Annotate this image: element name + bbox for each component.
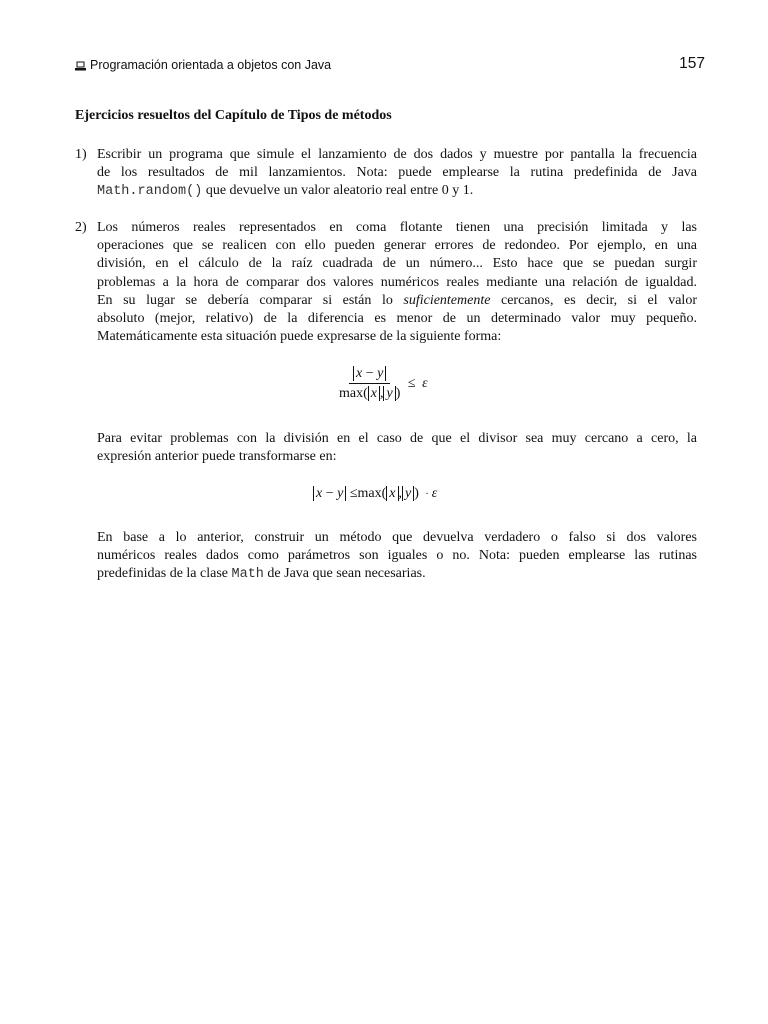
epsilon-symbol: ε <box>431 486 438 501</box>
running-title: Programación orientada a objetos con Java <box>90 58 332 72</box>
section-title: Ejercicios resueltos del Capítulo de Tipos de métodos <box>75 108 392 123</box>
multiply-dot: · <box>425 489 429 500</box>
text-line: predefinidas de la clase Math de Java que sean necesarias. <box>97 566 426 583</box>
paragraph <box>97 430 697 466</box>
exercise-2 <box>75 219 697 346</box>
header-title-group <box>75 58 331 72</box>
formula-relative-error <box>337 366 428 402</box>
text-line: división, en el cálculo de la raíz cuadrada de un número... Esto hace que se puedan surgir <box>97 256 697 272</box>
text-line: En su lugar se debería comparar si están lo suficientemente cercanos, es decir, si el valor <box>97 292 697 308</box>
text-line: Escribir un programa que simule el lanzamiento de dos dados y muestre por pantalla la frecuencia <box>97 147 697 162</box>
text-line: de los resultados de mil lanzamientos. Nota: puede emplearse la rutina predefinida de Java <box>97 165 697 181</box>
text-line: absoluto (mejor, relativo) de la diferencia es menor de un determinado valor muy pequeño. <box>97 311 697 327</box>
paragraph <box>97 529 697 585</box>
text-line: Para evitar problemas con la división en el caso de que el divisor sea muy cercano a cero, la <box>97 431 697 446</box>
relation-symbol: ≤ <box>349 486 358 501</box>
laptop-icon <box>75 60 86 70</box>
exercise-number: 1) <box>75 147 87 162</box>
inline-code: Math.random() <box>97 184 203 200</box>
text-line: operaciones que se realicen con ello pueden generar errores de redondeo. Por ejemplo, en una <box>97 238 697 254</box>
page-number: 157 <box>679 55 705 72</box>
fraction <box>337 366 402 402</box>
text-line: Math.random() que devuelve un valor aleatorio real entre 0 y 1. <box>97 183 474 200</box>
fraction-denominator: max( x , y ) <box>339 386 401 401</box>
emphasis: suficientemente <box>403 292 491 308</box>
text-line: Los números reales representados en coma flotante tienen una precisión limitada y las <box>97 220 697 235</box>
text-line: En base a lo anterior, construir un método que devuelva verdadero o falso si dos valores <box>97 530 697 545</box>
text-line: problemas a la hora de comparar dos valores numéricos reales mediante una relación de igualdad. <box>97 274 697 290</box>
text-line: Matemáticamente esta situación puede expresarse de la siguiente forma: <box>97 329 502 345</box>
fraction-numerator: x − y <box>349 366 390 384</box>
text-line: expresión anterior puede transformarse en: <box>97 449 337 465</box>
exercise-number: 2) <box>75 220 87 235</box>
inline-code: Math <box>231 567 264 583</box>
relation-symbol: ≤ <box>407 376 416 391</box>
text-line: numéricos reales dados como parámetros son iguales o no. Nota: pueden emplearse las rutinas <box>97 548 697 564</box>
page-header <box>75 55 705 77</box>
exercise-1 <box>75 146 697 202</box>
formula-inequality: x − y ≤max( x , y ) · ε <box>313 486 437 502</box>
epsilon-symbol: ε <box>422 376 428 391</box>
